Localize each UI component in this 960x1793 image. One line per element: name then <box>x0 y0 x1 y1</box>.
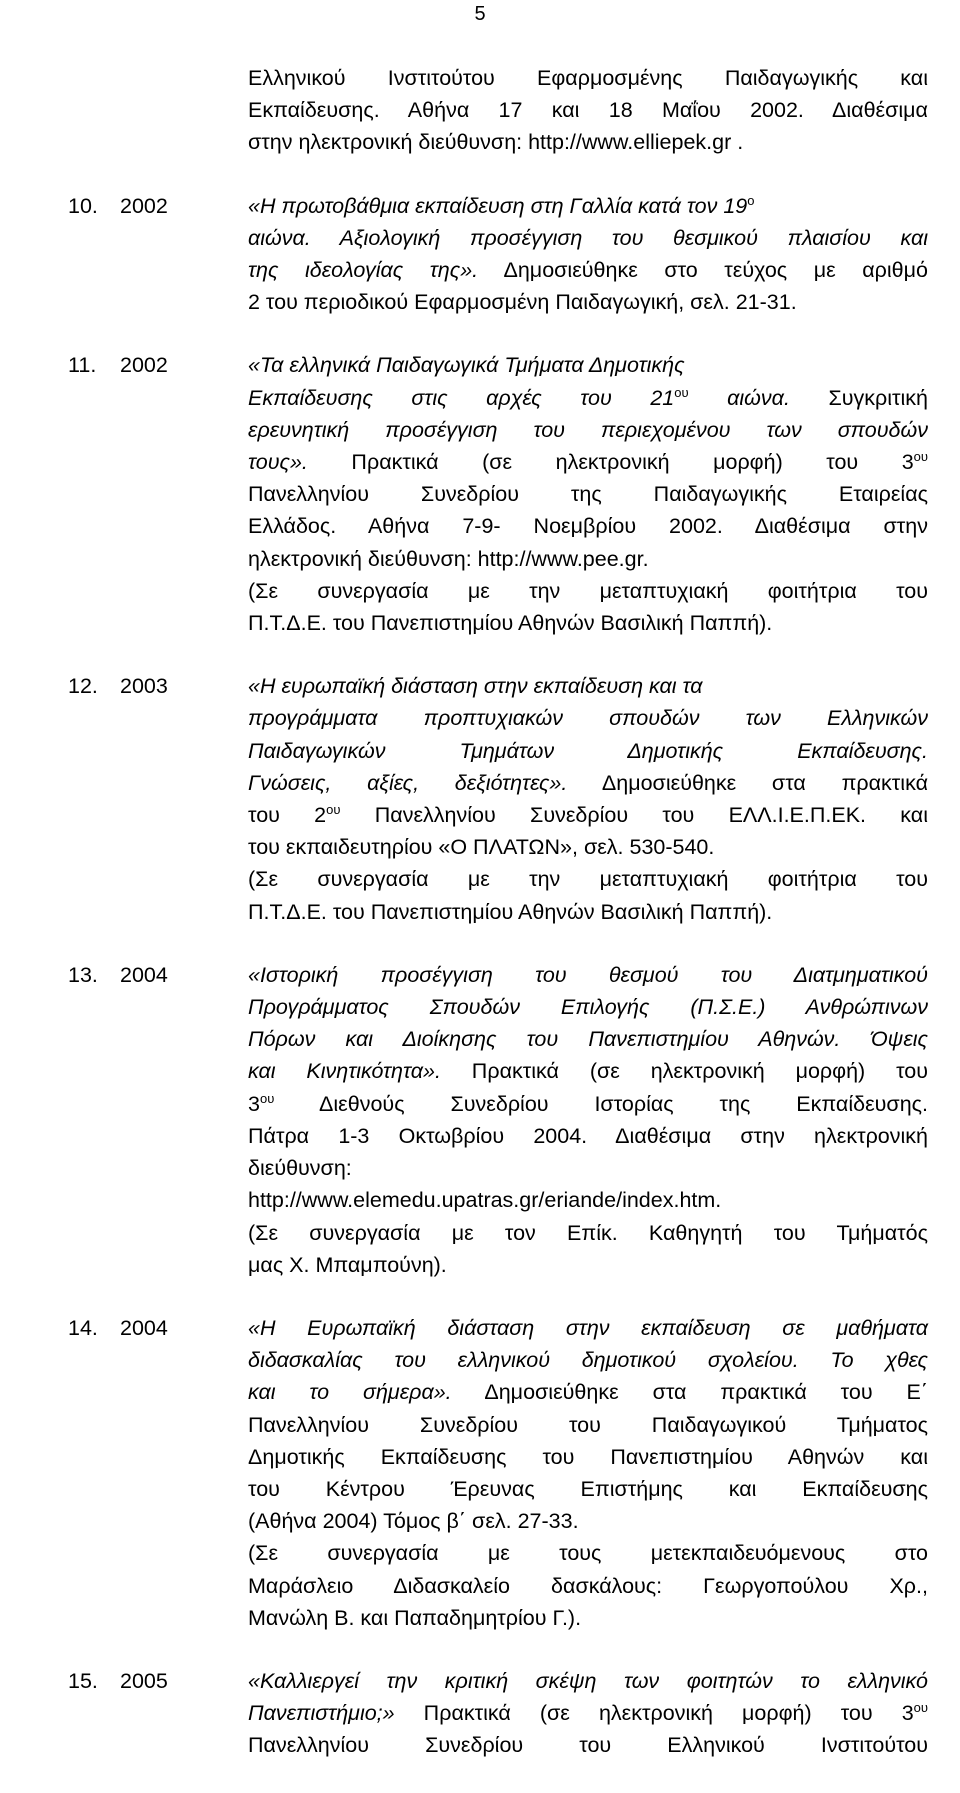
publication-list <box>68 62 928 1793</box>
entry-title: διδασκαλίας του ελληνικού δημοτικού σχολείου. Το χθες <box>248 1348 928 1373</box>
entry-text-span: Δημοσιεύθηκε στα πρακτικά <box>567 770 928 795</box>
entry-text-span: 3 <box>248 1091 260 1116</box>
entry-text-span: Δημοσιεύθηκε στο τεύχος με αριθμό <box>478 258 928 283</box>
entry-number: 14. <box>68 1315 98 1340</box>
text-line: διεύθυνση: <box>248 1156 352 1181</box>
superscript: ου <box>674 384 689 400</box>
text-line: (Σε συνεργασία με την μεταπτυχιακή φοιτήτρια του <box>248 578 928 603</box>
text-line: http://www.elemedu.upatras.gr/eriande/index.htm. <box>248 1188 722 1213</box>
entry-title: «Καλλιεργεί την κριτική σκέψη των φοιτητών το ελληνικό <box>248 1668 928 1693</box>
entry-text-span: Διεθνούς Συνεδρίου Ιστορίας της Εκπαίδευσης. <box>274 1091 928 1116</box>
text-line: (Σε συνεργασία με τους μετεκπαιδευόμενους στο <box>248 1541 928 1566</box>
entry-title: «Τα ελληνικά Παιδαγωγικά Τμήματα Δημοτικής <box>248 353 685 378</box>
entry-title: και Κινητικότητα». <box>248 1059 441 1084</box>
publication-entry-12 <box>68 670 928 928</box>
entry-title: και το σήμερα». <box>248 1380 452 1405</box>
text-line: Πανελληνίου Συνεδρίου του Ελληνικού Ινστιτούτου <box>248 1733 928 1758</box>
entry-number: 13. <box>68 962 98 987</box>
text-line: Ελληνικού Ινστιτούτου Εφαρμοσμένης Παιδαγωγικής και <box>248 66 928 90</box>
entry-title: «Η ευρωπαϊκή διάσταση στην εκπαίδευση και τα <box>248 674 703 699</box>
entry-year: 2004 <box>120 962 168 987</box>
text-line: Ελλάδος. Αθήνα 7-9- Νοεμβρίου 2002. Διαθέσιμα στην <box>248 514 928 539</box>
text-line: Π.Τ.Δ.Ε. του Πανεπιστημίου Αθηνών Βασιλική Παππή). <box>248 899 773 924</box>
entry-title: προγράμματα προπτυχιακών σπουδών των Ελληνικών <box>248 706 928 731</box>
superscript: ου <box>259 1090 275 1106</box>
entry-title: Εκπαίδευσης στις αρχές του 21 <box>248 385 675 410</box>
continuation-text <box>68 62 928 159</box>
entry-year: 2003 <box>120 674 168 699</box>
entry-text-span: Πρακτικά (σε ηλεκτρονική μορφή) του 3 <box>307 450 914 475</box>
entry-year: 2005 <box>120 1668 168 1693</box>
text-line: Π.Τ.Δ.Ε. του Πανεπιστημίου Αθηνών Βασιλική Παππή). <box>248 611 773 636</box>
entry-text <box>248 349 928 639</box>
entry-text <box>248 959 928 1281</box>
entry-title: Γνώσεις, αξίες, δεξιότητες». <box>248 770 568 795</box>
entry-title: αιώνα. Αξιολογική προσέγγιση του θεσμικού πλαισίου και <box>248 225 928 250</box>
entry-text <box>248 190 928 319</box>
superscript: ο <box>747 192 755 208</box>
text-line: στην ηλεκτρονική διεύθυνση: http://www.elliepek.gr . <box>248 130 744 155</box>
entry-title: «Η πρωτοβάθμια εκπαίδευση στη Γαλλία κατά τον 19 <box>248 193 748 218</box>
entry-text <box>248 670 928 928</box>
text-line: Πανελληνίου Συνεδρίου της Παιδαγωγικής Εταιρείας <box>248 482 928 507</box>
text-line: μας Χ. Μπαμπούνη). <box>248 1252 447 1277</box>
publication-entry-14 <box>68 1312 928 1634</box>
publication-entry-15 <box>68 1665 928 1762</box>
entry-title: «Η Ευρωπαϊκή διάσταση στην εκπαίδευση σε μαθήματα <box>248 1315 928 1340</box>
entry-text-span: Πρακτικά (σε ηλεκτρονική μορφή) του 3 <box>394 1701 914 1726</box>
text-line: 2 του περιοδικού Εφαρμοσμένη Παιδαγωγική, σελ. 21-31. <box>248 290 797 315</box>
text-line: Μαράσλειο Διδασκαλείο δασκάλους: Γεωργοπούλου Χρ., <box>248 1573 928 1598</box>
text-line: (Αθήνα 2004) Τόμος β΄ σελ. 27-33. <box>248 1509 579 1534</box>
text-line: του Κέντρου Έρευνας Επιστήμης και Εκπαίδευσης <box>248 1476 928 1501</box>
entry-title: τους». <box>248 450 308 475</box>
entry-title: ερευνητική προσέγγιση του περιεχομένου των σπουδών <box>248 417 928 442</box>
publication-entry-13 <box>68 959 928 1281</box>
entry-number: 10. <box>68 193 98 218</box>
text-line: του εκπαιδευτηρίου «Ο ΠΛΑΤΩΝ», σελ. 530-540. <box>248 835 715 860</box>
superscript: ου <box>913 1699 928 1715</box>
entry-number: 15. <box>68 1668 98 1693</box>
text-line: Πανελληνίου Συνεδρίου του Παιδαγωγικού Τμήματος <box>248 1412 928 1437</box>
entry-title: Πανεπιστήμιο;» <box>248 1701 395 1726</box>
text-line: (Σε συνεργασία με τον Επίκ. Καθηγητή του Τμήματός <box>248 1220 928 1245</box>
entry-text-span: Πανελληνίου Συνεδρίου του ΕΛΛ.Ι.Ε.Π.ΕΚ. και <box>340 803 928 828</box>
entry-number: 12. <box>68 674 98 699</box>
publication-entry-10 <box>68 190 928 319</box>
publication-entry-11 <box>68 349 928 639</box>
entry-text <box>248 1312 928 1634</box>
entry-text <box>248 1665 928 1762</box>
entry-text-span: Δημοσιεύθηκε στα πρακτικά του Ε΄ <box>451 1380 928 1405</box>
text-line: (Σε συνεργασία με την μεταπτυχιακή φοιτήτρια του <box>248 867 928 892</box>
entry-number: 11. <box>68 353 97 378</box>
entry-text-span: του 2 <box>248 803 327 828</box>
entry-title: αιώνα. <box>688 385 790 410</box>
text-line: Πάτρα 1-3 Οκτωβρίου 2004. Διαθέσιμα στην ηλεκτρονική <box>248 1123 928 1148</box>
text-line: Δημοτικής Εκπαίδευσης του Πανεπιστημίου Αθηνών και <box>248 1444 928 1469</box>
text-line: ηλεκτρονική διεύθυνση: http://www.pee.gr. <box>248 546 649 571</box>
entry-year: 2004 <box>120 1315 168 1340</box>
text-line: Εκπαίδευσης. Αθήνα 17 και 18 Μαΐου 2002. Διαθέσιμα <box>248 98 928 123</box>
superscript: ου <box>326 801 341 817</box>
text-line: Μανώλη Β. και Παπαδημητρίου Γ.). <box>248 1605 582 1630</box>
entry-title: «Ιστορική προσέγγιση του θεσμού του Διατμηματικού <box>248 962 928 987</box>
entry-year: 2002 <box>120 353 168 378</box>
entry-title: Προγράμματος Σπουδών Επιλογής (Π.Σ.Ε.) Ανθρώπινων <box>248 995 928 1020</box>
entry-title: της ιδεολογίας της». <box>248 258 479 283</box>
page-number: 5 <box>474 3 486 25</box>
entry-title: Παιδαγωγικών Τμημάτων Δημοτικής Εκπαίδευσης. <box>248 738 928 763</box>
entry-text-span: Συγκριτική <box>789 385 928 410</box>
entry-title: Πόρων και Διοίκησης του Πανεπιστημίου Αθηνών. Όψεις <box>248 1027 928 1052</box>
entry-year: 2002 <box>120 193 168 218</box>
superscript: ου <box>913 448 928 464</box>
entry-text-span: Πρακτικά (σε ηλεκτρονική μορφή) του <box>440 1059 928 1084</box>
